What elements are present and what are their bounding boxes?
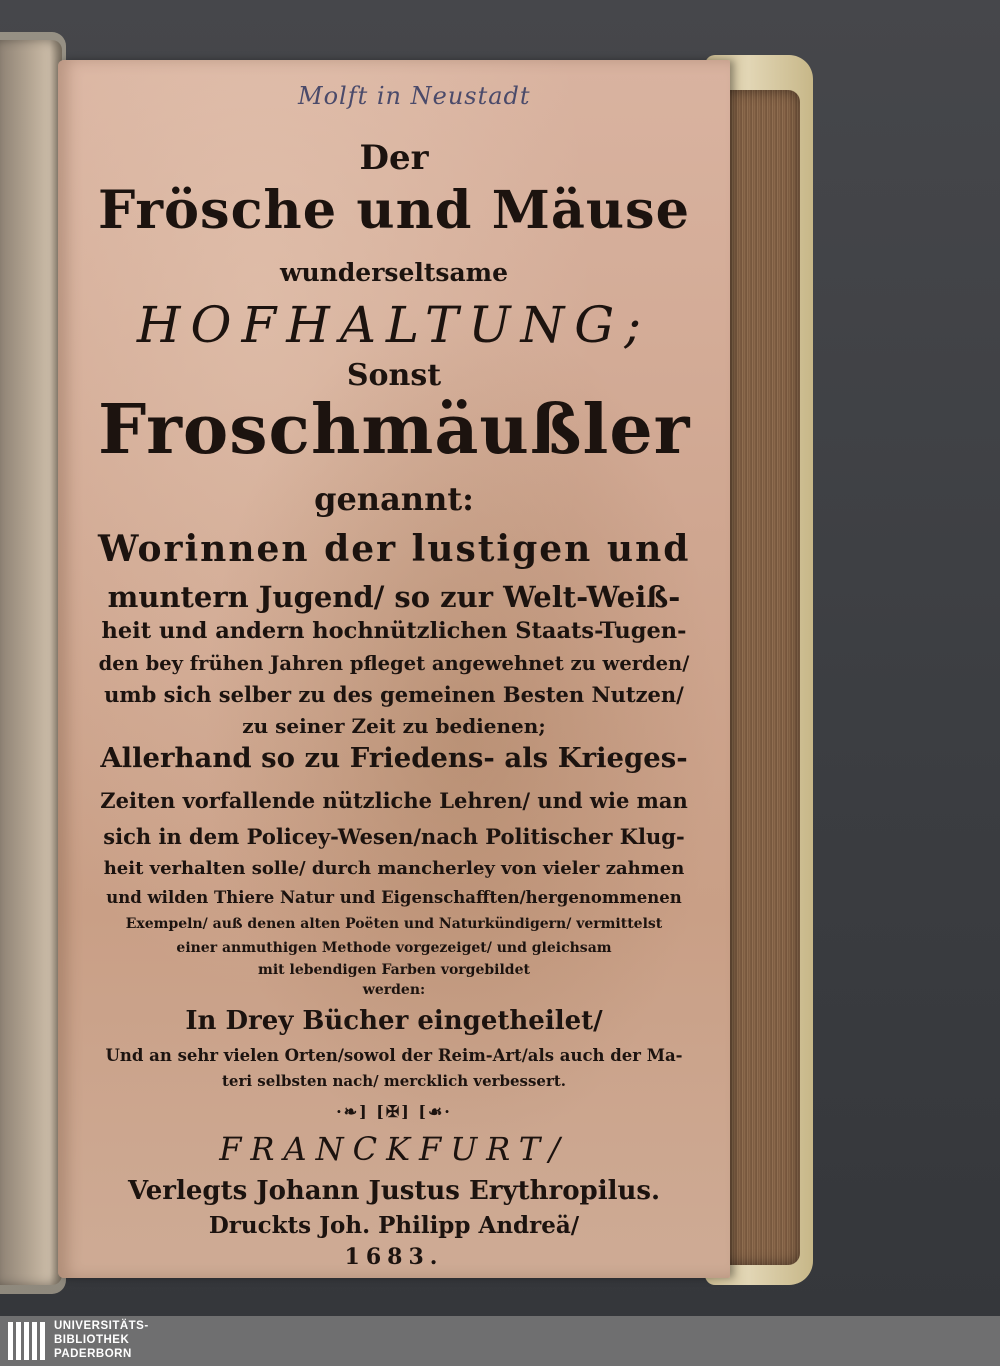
left-facing-page bbox=[0, 40, 62, 1285]
imprint-publisher: Verlegts Johann Justus Erythropilus. bbox=[127, 1176, 661, 1206]
title-line-froschmausler: Froschmäußler bbox=[98, 390, 691, 470]
text-line-teri: teri selbsten nach/ mercklich verbessert. bbox=[221, 1072, 567, 1090]
logo-line-3: PADERBORN bbox=[54, 1348, 132, 1360]
library-logo-text bbox=[54, 1319, 149, 1361]
imprint-place: FRANCKFURT/ bbox=[219, 1130, 569, 1168]
text-line-sich: sich in dem Policey-Wesen/nach Politischer Klug- bbox=[103, 824, 685, 849]
text-line-zu: zu seiner Zeit zu bedienen; bbox=[242, 714, 546, 738]
text-line-umb: umb sich selber zu des gemeinen Besten Nutzen/ bbox=[104, 682, 684, 707]
text-line-allerhand: Allerhand so zu Friedens- als Krieges- bbox=[100, 742, 688, 774]
text-line-einer: einer anmuthigen Methode vorgezeiget/ und gleichsam bbox=[176, 940, 612, 956]
title-line-der: Der bbox=[359, 138, 429, 178]
logo-line-1: UNIVERSITÄTS- bbox=[54, 1320, 149, 1332]
text-line-mit: mit lebendigen Farben vorgebildet bbox=[258, 962, 530, 978]
text-line-in-drey: In Drey Bücher eingetheilet/ bbox=[185, 1006, 603, 1036]
text-line-zeiten: Zeiten vorfallende nützliche Lehren/ und wie man bbox=[100, 788, 688, 813]
title-line-wunderseltsame: wunderseltsame bbox=[279, 258, 509, 287]
title-line-frosche: Frösche und Mäuse bbox=[98, 180, 690, 241]
printer-ornament: ·❧] [✠] [☙· bbox=[336, 1102, 452, 1121]
text-line-wilden: und wilden Thiere Natur und Eigenschafften/hergenommenen bbox=[106, 888, 682, 907]
logo-line-2: BIBLIOTHEK bbox=[54, 1334, 130, 1346]
imprint-printer: Druckts Joh. Philipp Andreä/ bbox=[208, 1212, 580, 1239]
text-line-worinnen: Worinnen der lustigen und bbox=[98, 528, 691, 570]
title-line-genannt: genannt: bbox=[314, 480, 474, 518]
text-line-muntern: muntern Jugend/ so zur Welt-Weiß- bbox=[107, 580, 681, 614]
handwritten-note: Molft in Neustadt bbox=[298, 82, 531, 110]
text-line-werden: werden: bbox=[362, 982, 426, 998]
text-line-exempeln: Exempeln/ auß denen alten Poëten und Naturkündigern/ vermittelst bbox=[125, 916, 663, 932]
title-line-sonst: Sonst bbox=[346, 358, 442, 393]
title-line-hofhaltung: HOFHALTUNG; bbox=[136, 296, 652, 354]
text-line-heit: heit und andern hochnützlichen Staats-Tugen- bbox=[101, 618, 687, 644]
text-line-und: Und an sehr vielen Orten/sowol der Reim-Art/als auch der Ma- bbox=[105, 1046, 683, 1065]
footer-bar bbox=[0, 1316, 1000, 1366]
library-logo-icon bbox=[8, 1322, 48, 1360]
text-line-den: den bey frühen Jahren pfleget angewehnet zu werden/ bbox=[98, 652, 690, 675]
title-page-text bbox=[58, 60, 730, 1278]
text-line-heit-verhalten: heit verhalten solle/ durch mancherley von vieler zahmen bbox=[103, 858, 685, 879]
imprint-year: 1683. bbox=[344, 1244, 444, 1270]
title-page bbox=[58, 60, 730, 1278]
